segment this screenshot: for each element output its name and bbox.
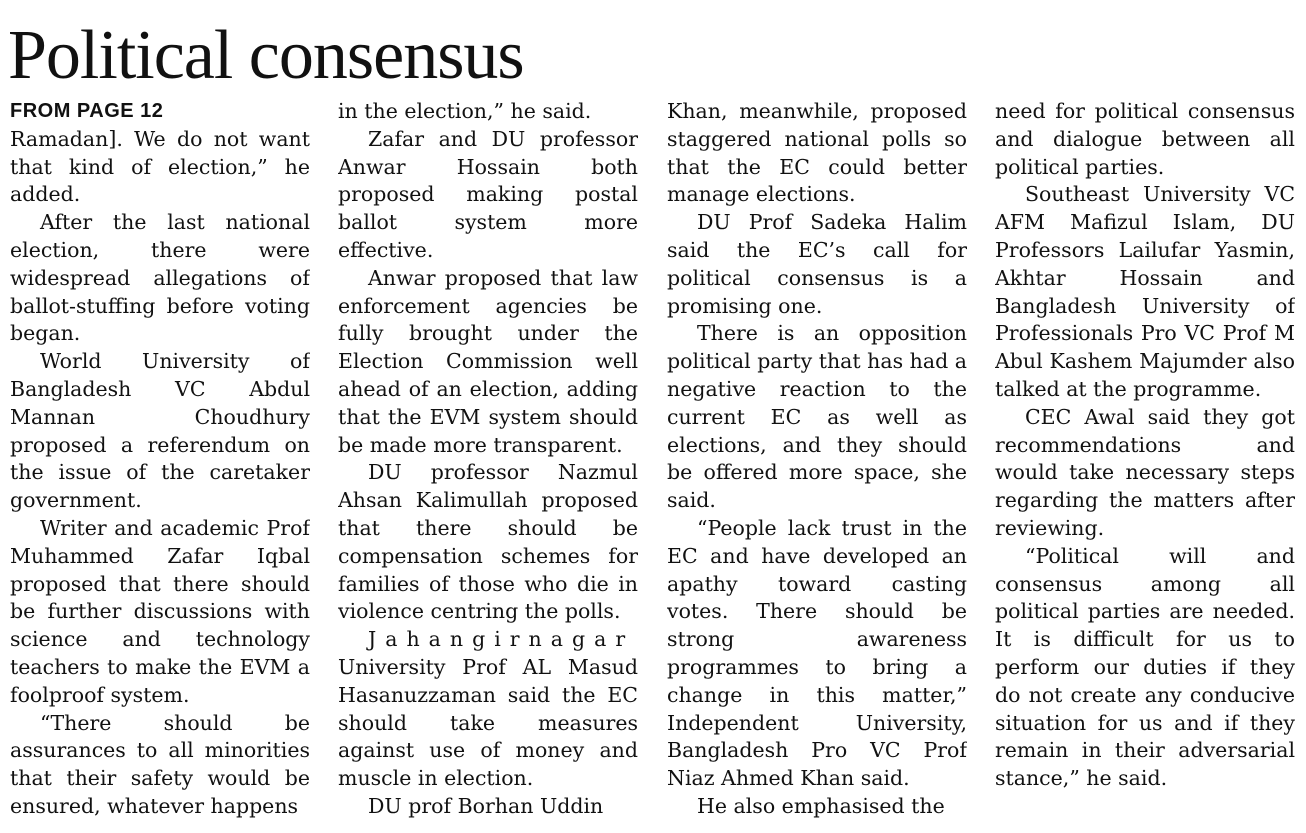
paragraph: There is an opposition political party that has had a negative reaction to the current EC as well as elections, and they should be offered more space, she said.: [667, 321, 967, 513]
paragraph: After the last national election, there were widespread allegations of ballot-stuffing before voting began.: [10, 210, 310, 346]
paragraph: in the election,” he said.: [338, 99, 592, 123]
article-body: [10, 98, 1296, 828]
paragraph: Writer and academic Prof Muhammed Zafar Iqbal proposed that there should be further discussions with science and technology teachers to make the EVM a foolproof system.: [10, 515, 310, 707]
article-column-2: [338, 98, 638, 828]
article-column-3: [667, 98, 967, 828]
continuation-kicker: FROM PAGE 12: [10, 100, 164, 122]
paragraph: Zafar and DU professor Anwar Hossain both proposed making postal ballot system more effective.: [338, 126, 638, 262]
headline: Political consensus: [8, 17, 524, 94]
paragraph: “People lack trust in the EC and have developed an apathy toward casting votes. There should be strong awareness programmes to bring a change in this matter,” Independent University, Bangladesh Pro VC Prof Niaz Ahmed Khan said.: [667, 515, 967, 791]
paragraph: Jahangirnagar: [368, 627, 635, 652]
article-column-1: [10, 98, 310, 828]
paragraph: need for political consensus and dialogue between all political parties.: [995, 99, 1295, 179]
paragraph: “There should be assurances to all minorities that their safety would be ensured, whatever happens: [10, 710, 310, 818]
paragraph: Anwar proposed that law enforcement agencies be fully brought under the Election Commission well ahead of an election, adding that the EVM system should be made more transparent.: [338, 265, 638, 457]
paragraph: DU prof Borhan Uddin: [368, 793, 604, 818]
paragraph: He also emphasised the: [697, 793, 945, 818]
article-column-4: [995, 98, 1295, 828]
paragraph: Ramadan]. We do not want that kind of election,” he added.: [10, 126, 310, 207]
paragraph: University Prof AL Masud Hasanuzzaman said the EC should take measures against use of money and muscle in election.: [338, 654, 638, 791]
paragraph: CEC Awal said they got recommendations and would take necessary steps regarding the matters after reviewing.: [995, 404, 1295, 540]
paragraph: Southeast University VC AFM Mafizul Islam, DU Professors Lailufar Yasmin, Akhtar Hossain and Bangladesh University of Professionals Pro VC Prof M Abul Kashem Majumder also talked at the programme.: [995, 182, 1295, 401]
paragraph: “Political will and consensus among all political parties are needed. It is difficult for us to perform our duties if they do not create any conducive situation for us and if they remain in their adversarial stance,” he said.: [995, 543, 1295, 791]
paragraph: World University of Bangladesh VC Abdul Mannan Choudhury proposed a referendum on the issue of the caretaker government.: [10, 349, 310, 513]
paragraph: DU professor Nazmul Ahsan Kalimullah proposed that there should be compensation schemes for families of those who die in violence centring the polls.: [338, 460, 638, 624]
paragraph: Khan, meanwhile, proposed staggered national polls so that the EC could better manage elections.: [667, 99, 967, 207]
paragraph: DU Prof Sadeka Halim said the EC’s call for political consensus is a promising one.: [667, 210, 967, 318]
